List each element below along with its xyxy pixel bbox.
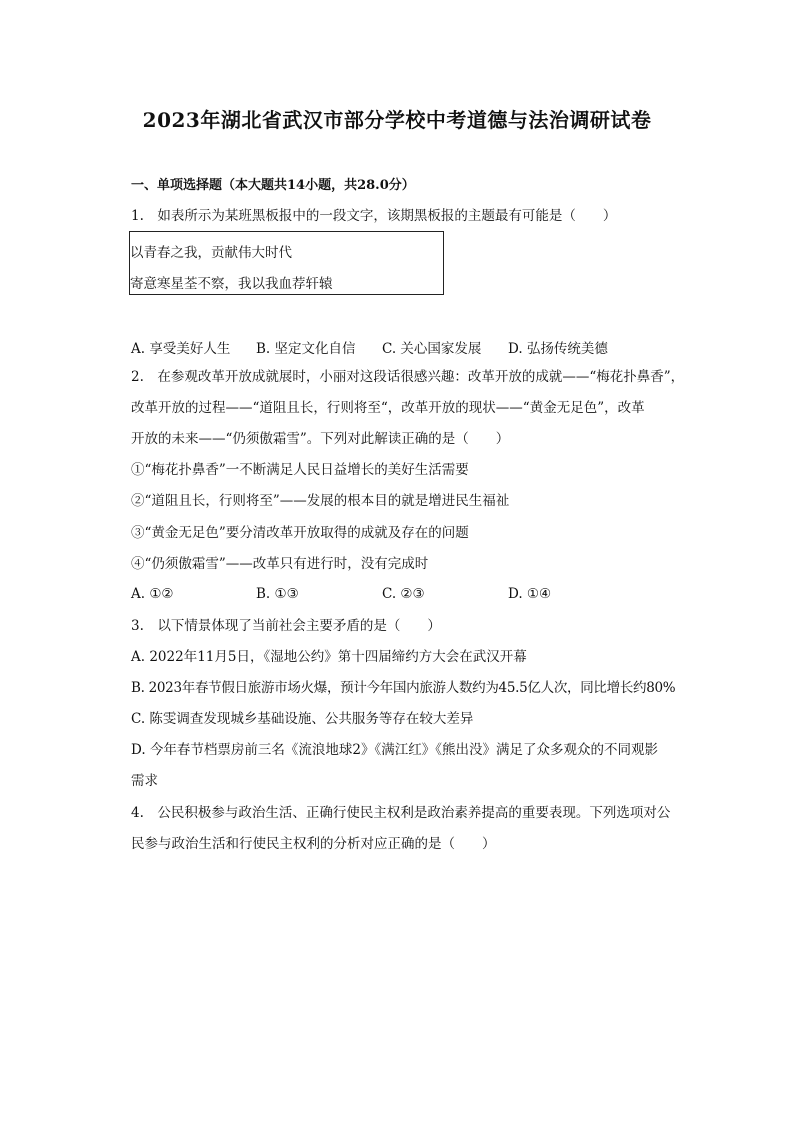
q2-stem-line-3: 开放的未来——“仍须傲霜雪”。下列对此解读正确的是（ ） — [131, 431, 510, 447]
q1-option-a: A. 享受美好人生 — [131, 341, 231, 357]
q3-option-d-continued: 需求 — [131, 773, 158, 789]
q2-statement-2: ②“道阻且长，行则将至”——发展的根本目的就是增进民生福祉 — [131, 493, 510, 509]
q2-stem-line-2: 改革开放的过程——“道阻且长，行则将至“，改革开放的现状——“黄金无足色”，改革 — [131, 400, 645, 416]
q2-statement-4: ④“仍须傲霜雪”——改革只有进行时，没有完成时 — [131, 556, 429, 572]
q1-quote-box — [129, 231, 444, 295]
page-title: 2023年湖北省武汉市部分学校中考道德与法治调研试卷 — [142, 108, 652, 132]
q2-option-d: D. ①④ — [508, 586, 552, 602]
q4-stem-line-1: 4. 公民积极参与政治生活、正确行使民主权利是政治素养提高的重要表现。下列选项对公 — [131, 805, 671, 821]
q2-statement-3: ③“黄金无足色”要分清改革开放取得的成就及存在的问题 — [131, 525, 469, 541]
q1-option-d: D. 弘扬传统美德 — [508, 341, 608, 357]
q3-stem: 3. 以下情景体现了当前社会主要矛盾的是（ ） — [131, 618, 441, 634]
q3-option-a: A. 2022年11月5日，《湿地公约》第十四届缔约方大会在武汉开幕 — [131, 649, 527, 665]
q3-option-c: C. 陈雯调查发现城乡基础设施、公共服务等存在较大差异 — [131, 711, 474, 727]
q2-statement-1: ①“梅花扑鼻香”一不断满足人民日益增长的美好生活需要 — [131, 462, 469, 478]
q1-stem: 1. 如表所示为某班黑板报中的一段文字，该期黑板报的主题最有可能是（ ） — [131, 208, 617, 224]
q2-stem-line-1: 2. 在参观改革开放成就展时，小丽对这段话很感兴趣：改革开放的成就——“梅花扑鼻香”， — [131, 369, 685, 385]
q1-option-b: B. 坚定文化自信 — [256, 341, 356, 357]
q3-option-b: B. 2023年春节假日旅游市场火爆，预计今年国内旅游人数约为45.5亿人次，同比增长约80% — [131, 680, 676, 696]
q4-stem-line-2: 民参与政治生活和行使民主权利的分析对应正确的是（ ） — [131, 836, 496, 852]
q1-quote-line-1: 以青春之我，贡献伟大时代 — [130, 245, 292, 261]
section-heading: 一、单项选择题（本大题共14小题，共28.0分） — [131, 178, 415, 193]
q1-quote-line-2: 寄意寒星荃不察，我以我血荐轩辕 — [130, 276, 333, 292]
q2-option-c: C. ②③ — [382, 586, 425, 602]
q3-option-d: D. 今年春节档票房前三名《流浪地球2》《满江红》《熊出没》满足了众多观众的不同观影 — [131, 742, 659, 758]
q2-option-a: A. ①② — [131, 586, 174, 602]
q1-option-c: C. 关心国家发展 — [382, 341, 482, 357]
q2-option-b: B. ①③ — [256, 586, 299, 602]
